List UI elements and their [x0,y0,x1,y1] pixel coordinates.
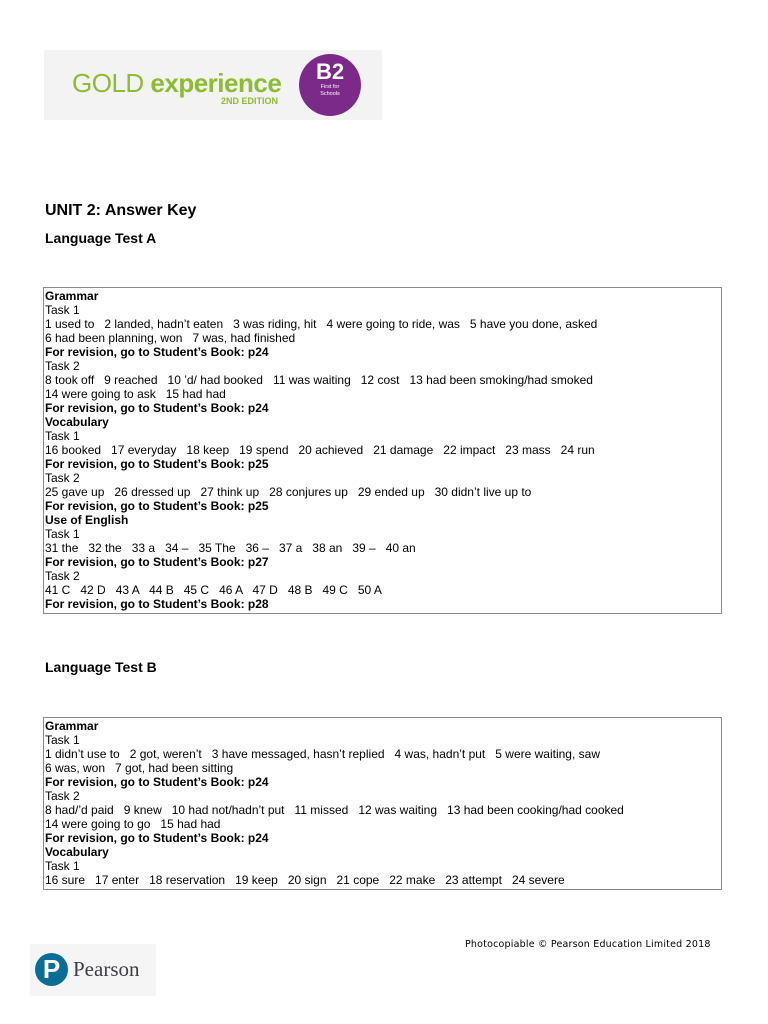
level-badge-sub-2: Schools [320,91,340,97]
copyright-notice: Photocopiable © Pearson Education Limited 2018 [465,939,711,950]
answer-key-line: Task 1 [45,859,80,873]
answer-key-line: Task 2 [45,789,80,803]
answer-key-heading-line: For revision, go to Student’s Book: p24 [45,831,269,845]
answer-key-line: 6 had been planning, won 7 was, had finished [45,331,296,345]
answer-key-line: Task 1 [45,733,80,747]
answer-key-line: Task 2 [45,569,80,583]
answer-key-line: 25 gave up 26 dressed up 27 think up 28 conjures up 29 ended up 30 didn’t live up to [45,485,532,499]
answer-key-heading-line: Vocabulary [45,845,109,859]
answer-key-line: 8 took off 9 reached 10 ’d/ had booked 11 was waiting 12 cost 13 had been smoking/had smoked [45,373,593,387]
answer-key-heading-line: For revision, go to Student’s Book: p24 [45,345,269,359]
level-badge-text: B2 [315,59,345,84]
answer-key-line: Task 2 [45,359,80,373]
answer-key-line: Task 1 [45,429,80,443]
answer-key-line: 16 sure 17 enter 18 reservation 19 keep 20 sign 21 cope 22 make 23 attempt 24 severe [45,873,565,887]
answer-key-heading-line: For revision, go to Student’s Book: p28 [45,597,269,611]
test-b-heading: Language Test B [45,659,157,675]
answer-key-heading-line: For revision, go to Student’s Book: p24 [45,401,269,415]
answer-key-line: 1 used to 2 landed, hadn’t eaten 3 was riding, hit 4 were going to ride, was 5 have you done, asked [45,317,598,331]
answer-key-line: 6 was, won 7 got, had been sitting [45,761,234,775]
brand-experience: experience [150,68,282,98]
brand-gold: GOLD [72,68,144,98]
answer-key-line: 31 the 32 the 33 a 34 – 35 The 36 – 37 a 38 an 39 – 40 an [45,541,416,555]
answer-key-line: Task 2 [45,471,80,485]
answer-key-heading-line: For revision, go to Student’s Book: p25 [45,457,269,471]
gold-experience-logo [44,50,382,120]
answer-key-heading-line: Use of English [45,513,129,527]
answer-key-line: 16 booked 17 everyday 18 keep 19 spend 20 achieved 21 damage 22 impact 23 mass 24 run [45,443,595,457]
answer-key-line: 14 were going to go 15 had had [45,817,221,831]
answer-key-line: Task 1 [45,527,80,541]
edition-label: 2ND EDITION [221,96,279,106]
pearson-p-icon: P [35,953,68,986]
answer-key-heading-line: Grammar [45,719,99,733]
level-badge-sub-1: First for [320,84,340,90]
pearson-wordmark: Pearson [73,957,140,981]
answer-key-line: 41 C 42 D 43 A 44 B 45 C 46 A 47 D 48 B 49 C 50 A [45,583,382,597]
pearson-logo [30,944,156,996]
test-a-answer-box [43,287,722,614]
test-a-heading: Language Test A [45,230,157,246]
answer-key-heading-line: For revision, go to Student’s Book: p24 [45,775,269,789]
test-b-answer-box [43,717,722,890]
answer-key-heading-line: For revision, go to Student’s Book: p27 [45,555,269,569]
answer-key-line: 8 had/’d paid 9 knew 10 had not/hadn’t put 11 missed 12 was waiting 13 had been cooking/had cooked [45,803,624,817]
brand-wordmark [72,68,281,99]
answer-key-heading-line: For revision, go to Student’s Book: p25 [45,499,269,513]
answer-key-line: 1 didn’t use to 2 got, weren’t 3 have messaged, hasn’t replied 4 was, hadn’t put 5 were waiting, saw [45,747,600,761]
page-title: UNIT 2: Answer Key [45,202,197,219]
level-badge [299,54,361,116]
answer-key-heading-line: Grammar [45,289,99,303]
answer-key-line: 14 were going to ask 15 had had [45,387,226,401]
answer-key-line: Task 1 [45,303,80,317]
answer-key-heading-line: Vocabulary [45,415,109,429]
